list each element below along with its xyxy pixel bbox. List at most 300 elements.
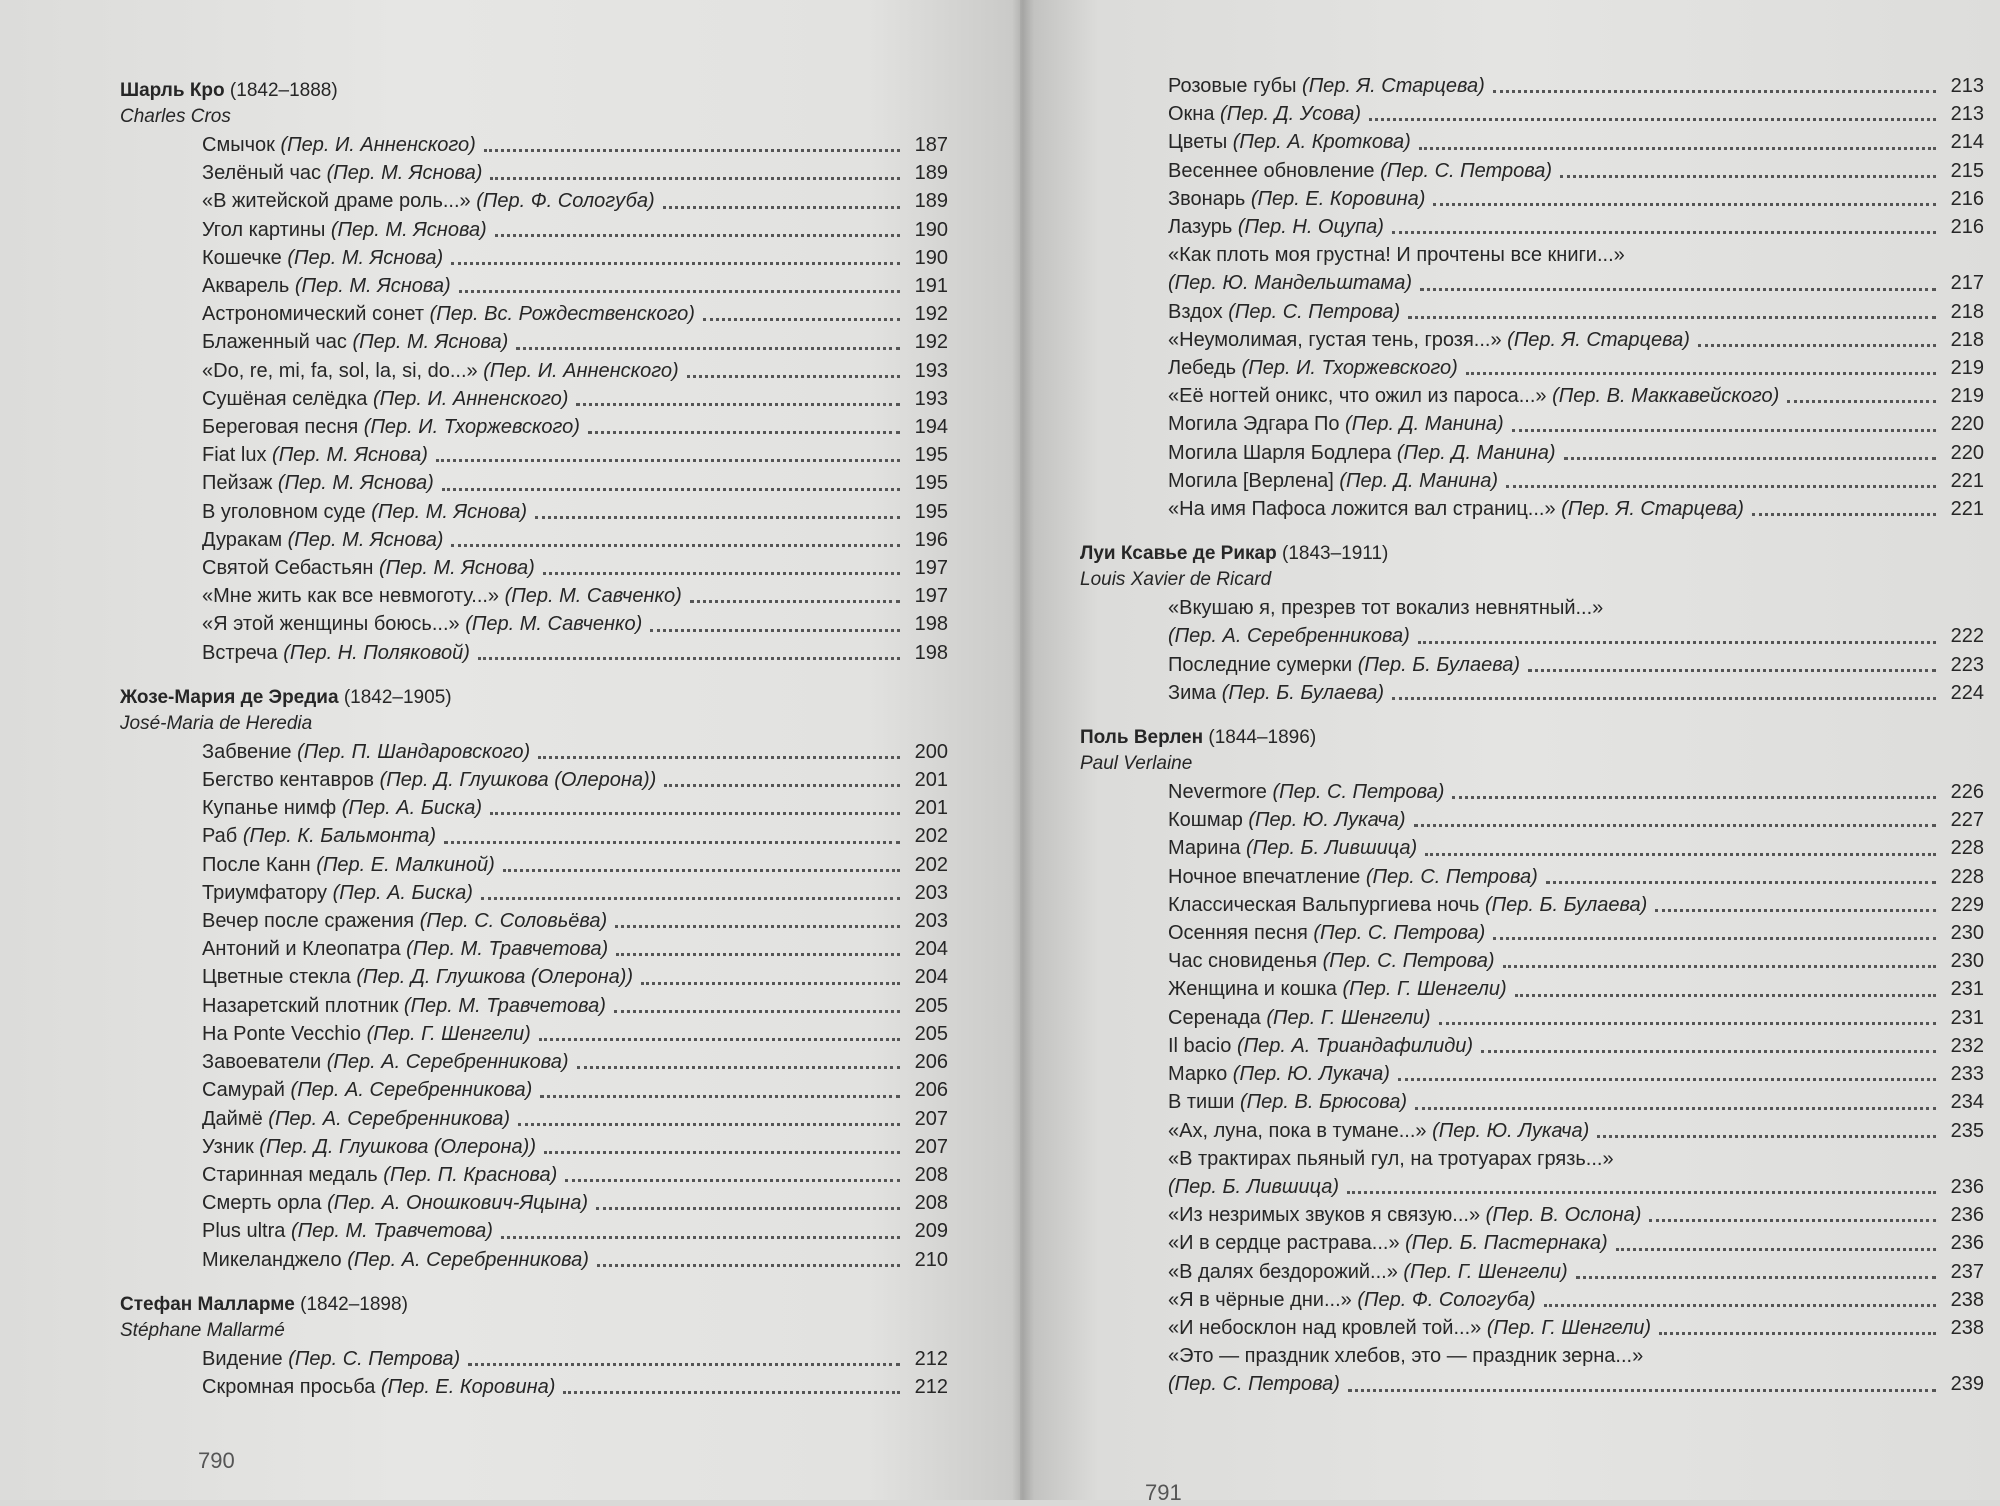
entry-title: [202, 216, 487, 244]
dot-leader: [538, 756, 900, 759]
toc-entry: [1168, 891, 1984, 919]
dot-leader: [503, 869, 900, 872]
page-number: 207: [914, 1107, 948, 1130]
poem-title: Цветы: [1168, 131, 1228, 154]
translator: (Пер. Е. Малкиной): [316, 853, 495, 876]
poem-title: Кошмар: [1168, 809, 1243, 832]
toc-entry: [202, 822, 948, 850]
entry-title: [1168, 100, 1361, 128]
dot-leader: [597, 1264, 900, 1267]
toc-entry: [1168, 947, 1984, 975]
dot-leader: [442, 488, 900, 491]
toc-entry: [202, 413, 948, 441]
dot-leader: [565, 1179, 900, 1182]
toc-entry: [202, 582, 948, 610]
translator: (Пер. Вс. Рождественского): [429, 303, 695, 326]
poem-title: «Мне жить как все невмоготу...»: [202, 585, 500, 608]
entry-title: [202, 1373, 555, 1401]
dot-leader: [1433, 203, 1936, 206]
translator: (Пер. М. Яснова): [272, 444, 428, 467]
page-number: 192: [914, 303, 948, 326]
page-number: 228: [1950, 837, 1984, 860]
dot-leader: [490, 177, 900, 180]
dot-leader: [687, 375, 900, 378]
page-number: 214: [1950, 131, 1984, 154]
toc-entry: [1168, 1342, 1984, 1398]
entry-title: [202, 1105, 510, 1133]
entry-title: [1168, 778, 1444, 806]
dot-leader: [1369, 118, 1936, 121]
continued-section: [1080, 72, 1984, 523]
page-number: 193: [914, 387, 948, 410]
translator: (Пер. А. Биска): [341, 797, 483, 820]
page-number: 213: [1950, 103, 1984, 126]
toc-entry: [202, 639, 948, 667]
page-number: 193: [914, 359, 948, 382]
toc-entry: [1168, 495, 1984, 523]
toc-entry: [1168, 382, 1984, 410]
toc-entry: [202, 498, 948, 526]
translator: (Пер. М. Яснова): [294, 275, 451, 298]
page-number: 189: [914, 190, 948, 213]
poem-title: Лазурь: [1168, 216, 1233, 239]
entry-title: [1168, 1286, 1536, 1314]
page-number: 204: [914, 966, 948, 989]
dot-leader: [501, 1236, 900, 1239]
dot-leader: [1452, 796, 1936, 799]
dot-leader: [1515, 994, 1936, 997]
poem-title: Марина: [1168, 837, 1241, 860]
author-original-name: Louis Xavier de Ricard: [1080, 569, 1272, 591]
poem-title: Могила [Верлена]: [1168, 469, 1334, 492]
translator: (Пер. Д. Манина): [1339, 469, 1499, 492]
entry-title: [1168, 213, 1384, 241]
entry-line: [1168, 1173, 1984, 1201]
dot-leader: [1392, 231, 1936, 234]
translator: (Пер. В. Ослона): [1485, 1204, 1642, 1227]
dot-leader: [1481, 1050, 1936, 1053]
translator: (Пер. Г. Шенгели): [1266, 1006, 1431, 1029]
entry-title: [202, 992, 606, 1020]
dot-leader: [444, 841, 900, 844]
translator: (Пер. С. Петрова): [1168, 1373, 1340, 1396]
toc-entry: [1168, 1258, 1984, 1286]
author-heading: [120, 78, 950, 104]
entry-title: [1168, 1117, 1589, 1145]
dot-leader: [1546, 881, 1936, 884]
page-number: 195: [914, 472, 948, 495]
page-number: 234: [1950, 1091, 1984, 1114]
toc-entry: [202, 216, 948, 244]
poem-title: Микеланджело: [202, 1248, 342, 1271]
poem-title: На Ponte Vecchio: [202, 1022, 361, 1045]
entry-list: [1168, 594, 1984, 707]
translator: (Пер. Д. Манина): [1396, 441, 1556, 464]
translator: (Пер. А. Серебренникова): [290, 1079, 533, 1102]
translator: (Пер. Б. Лившица): [1246, 837, 1418, 860]
entry-list: [1168, 778, 1984, 1398]
page-number: 212: [914, 1375, 948, 1398]
entry-title: [202, 1217, 493, 1245]
dot-leader: [1425, 853, 1936, 856]
dot-leader: [1419, 147, 1936, 150]
toc-entry: [202, 1133, 948, 1161]
dot-leader: [1698, 344, 1936, 347]
translator: (Пер. Ю. Лукача): [1432, 1119, 1590, 1142]
page-number: 220: [1950, 413, 1984, 436]
dot-leader: [1560, 175, 1936, 178]
translator: (Пер. М. Яснова): [326, 162, 483, 185]
entry-title: [1168, 947, 1495, 975]
poem-title: Серенада: [1168, 1006, 1261, 1029]
entry-title: [1168, 834, 1417, 862]
translator: (Пер. А. Серебренникова): [1168, 625, 1410, 648]
entry-title: [1168, 1201, 1641, 1229]
author-heading: [1080, 541, 1980, 567]
dot-leader: [543, 572, 900, 575]
entry-title: [202, 131, 476, 159]
toc-entry: [1168, 100, 1984, 128]
poem-title: Кошечке: [202, 246, 282, 269]
poem-title: Цветные стекла: [202, 966, 351, 989]
toc-entry: [1168, 1145, 1984, 1201]
translator: (Пер. Г. Шенгели): [1486, 1316, 1652, 1339]
toc-entry: [202, 526, 948, 554]
dot-leader: [1659, 1332, 1936, 1335]
page-number: 190: [914, 218, 948, 241]
entry-title: [202, 822, 436, 850]
entry-title: [202, 413, 580, 441]
translator: (Пер. Б. Булаева): [1357, 653, 1520, 676]
dot-leader: [1392, 697, 1936, 700]
dot-leader: [690, 600, 900, 603]
translator: (Пер. М. Травчетова): [290, 1220, 493, 1243]
toc-entry: [202, 131, 948, 159]
poem-title: Розовые губы: [1168, 75, 1297, 97]
entry-title: [1168, 1088, 1407, 1116]
dot-leader: [563, 1391, 900, 1394]
dot-leader: [1420, 288, 1936, 291]
translator: (Пер. С. Петрова): [1322, 950, 1495, 973]
toc-entry: [1168, 863, 1984, 891]
author-name: Луи Ксавье де Рикар: [1080, 543, 1277, 565]
toc-entry: [202, 794, 948, 822]
poem-title: Могила Шарля Бодлера: [1168, 441, 1392, 464]
dot-leader: [436, 459, 900, 462]
page-number: 227: [1950, 809, 1984, 832]
toc-entry: [202, 1373, 948, 1401]
page-number: 235: [1950, 1119, 1984, 1142]
entry-title: [1168, 157, 1552, 185]
toc-entry: [202, 1246, 948, 1274]
translator: (Пер. М. Яснова): [287, 246, 444, 269]
poem-title: Марко: [1168, 1063, 1228, 1086]
author-section: [120, 78, 950, 667]
author-name: Поль Верлен: [1080, 727, 1204, 749]
toc-entry: [202, 469, 948, 497]
toc-entry: [202, 935, 948, 963]
toc-entry: [1168, 1004, 1984, 1032]
toc-entry: [1168, 1032, 1984, 1060]
poem-title: Последние сумерки: [1168, 653, 1353, 676]
dot-leader: [1414, 824, 1936, 827]
toc-entry: [202, 272, 948, 300]
toc-entry: [202, 554, 948, 582]
entry-title: [1168, 1004, 1431, 1032]
page-number: 202: [914, 853, 948, 876]
page-number: 219: [1950, 357, 1984, 380]
toc-entry: [202, 963, 948, 991]
page-number: 207: [914, 1135, 948, 1158]
page-number: 198: [914, 613, 948, 636]
translator: (Пер. В. Маккавейского): [1552, 385, 1780, 408]
toc-entry: [202, 187, 948, 215]
dot-leader: [544, 1151, 900, 1154]
page-number: 224: [1950, 681, 1984, 704]
poem-title: Лебедь: [1168, 357, 1237, 380]
entry-title: [1168, 806, 1406, 834]
poem-title: Даймё: [202, 1107, 263, 1130]
author-dates: (1843–1911): [1282, 543, 1389, 565]
translator: (Пер. П. Шандаровского): [297, 740, 531, 763]
page-number: 197: [914, 585, 948, 608]
book-gutter: [1012, 0, 1034, 1500]
toc-entry: [202, 328, 948, 356]
translator: (Пер. М. Травчетова): [406, 938, 609, 961]
poem-title: Забвение: [202, 740, 292, 763]
entry-title: [202, 498, 527, 526]
page-number: 197: [914, 557, 948, 580]
entry-title: [1168, 467, 1498, 495]
entry-title: [1168, 1314, 1651, 1342]
translator: (Пер. И. Анненского): [372, 387, 569, 410]
entry-title: [1168, 1173, 1339, 1201]
translator: (Пер. М. Савченко): [465, 613, 643, 636]
page-number: 198: [914, 641, 948, 664]
page-number: 223: [1950, 653, 1984, 676]
author-dates: (1842–1888): [229, 80, 338, 101]
dot-leader: [1506, 485, 1936, 488]
translator: (Пер. Б. Булаева): [1221, 681, 1384, 704]
page-number: 236: [1950, 1175, 1984, 1198]
author-section: [1080, 725, 1984, 1398]
page-number: 196: [914, 528, 948, 551]
author-original-name: Stéphane Mallarmé: [120, 1319, 285, 1341]
dot-leader: [1347, 1191, 1936, 1194]
entry-title: [1168, 72, 1485, 100]
entry-title: [1168, 326, 1690, 354]
author-section: [1080, 541, 1984, 707]
entry-title-line: «Как плоть моя грустна! И прочтены все книги...»: [1168, 244, 1625, 267]
poem-title: Смычок: [202, 134, 275, 156]
poem-title: Назаретский плотник: [202, 994, 399, 1017]
toc-entry: [202, 1020, 948, 1048]
translator: (Пер. С. Петрова): [1313, 922, 1486, 945]
dot-leader: [540, 1095, 900, 1098]
dot-leader: [1348, 1389, 1936, 1392]
entry-title: [1168, 975, 1507, 1003]
entry-title: [202, 300, 695, 328]
entry-title: [202, 357, 679, 385]
entry-title: [202, 879, 473, 907]
dot-leader: [703, 318, 900, 321]
page-number: 203: [914, 881, 948, 904]
page-folio: 790: [198, 1448, 235, 1473]
poem-title: Самурай: [202, 1079, 285, 1102]
poem-title: Сушёная селёдка: [202, 387, 368, 410]
author-name: Жозе-Мария де Эредиа: [120, 686, 339, 708]
toc-entry: [202, 610, 948, 638]
poem-title: Купанье нимф: [202, 797, 337, 820]
poem-title: Вечер после сражения: [202, 910, 415, 933]
toc-entry: [202, 357, 948, 385]
toc-entry: [1168, 185, 1984, 213]
dot-leader: [1787, 400, 1936, 403]
dot-leader: [1655, 909, 1936, 912]
toc-entry: [1168, 834, 1984, 862]
poem-title: Nevermore: [1168, 781, 1267, 804]
entry-title: [202, 1246, 589, 1274]
poem-title: Узник: [202, 1135, 254, 1158]
toc-entry: [1168, 1117, 1984, 1145]
entry-title: [202, 766, 656, 794]
toc-entry: [202, 1345, 948, 1373]
entry-title-line: «Вкушаю я, презрев тот вокализ невнятный...»: [1168, 597, 1604, 620]
translator: (Пер. Б. Булаева): [1484, 893, 1648, 916]
toc-entry: [202, 441, 948, 469]
translator: (Пер. М. Яснова): [287, 528, 444, 551]
page-number: 219: [1950, 385, 1984, 408]
dot-leader: [641, 982, 900, 985]
poem-title: Окна: [1168, 103, 1215, 126]
page-number: 208: [914, 1163, 948, 1186]
entry-title: [1168, 298, 1400, 326]
toc-entry: [1168, 213, 1984, 241]
author-name: Шарль Кро: [120, 80, 225, 101]
toc-entry: [1168, 439, 1984, 467]
page-number: 202: [914, 825, 948, 848]
dot-leader: [484, 149, 900, 152]
dot-leader: [1528, 669, 1936, 672]
page-number: 231: [1950, 978, 1984, 1001]
entry-title: [1168, 354, 1458, 382]
poem-title: Зима: [1168, 681, 1217, 704]
dot-leader: [615, 925, 900, 928]
toc-entry: [202, 385, 948, 413]
author-original-name: Paul Verlaine: [1080, 753, 1193, 775]
translator: (Пер. Д. Глушкова (Олерона)): [259, 1135, 536, 1158]
page-number: 221: [1950, 469, 1984, 492]
page-number: 190: [914, 246, 948, 269]
page-number: 216: [1950, 216, 1984, 239]
poem-title: Антоний и Клеопатра: [202, 938, 401, 961]
entry-title: [1168, 1370, 1340, 1398]
entry-list: [202, 1345, 950, 1401]
toc-entry: [202, 300, 948, 328]
dot-leader: [1564, 457, 1937, 460]
toc-entry: [1168, 298, 1984, 326]
page-number: 204: [914, 938, 948, 961]
poem-title: «В далях бездорожий...»: [1168, 1260, 1398, 1283]
entry-list: [202, 738, 950, 1274]
page-number: 210: [914, 1248, 948, 1271]
right-page: [1020, 0, 2000, 1505]
dot-leader: [451, 262, 900, 265]
page-number: 229: [1950, 893, 1984, 916]
poem-title: Il bacio: [1168, 1034, 1232, 1057]
page-number: 209: [914, 1220, 948, 1243]
translator: (Пер. С. Петрова): [288, 1347, 461, 1370]
dot-leader: [1616, 1248, 1936, 1251]
poem-title: В тиши: [1168, 1091, 1235, 1114]
poem-title: «Я в чёрные дни...»: [1168, 1288, 1352, 1311]
page-number: 201: [914, 797, 948, 820]
dot-leader: [1649, 1219, 1936, 1222]
dot-leader: [459, 290, 900, 293]
dot-leader: [614, 1010, 900, 1013]
entry-line: [1168, 269, 1984, 297]
toc-entry: [202, 851, 948, 879]
translator: (Пер. И. Анненского): [483, 359, 679, 382]
poem-title: Скромная просьба: [202, 1375, 376, 1398]
poem-title: Классическая Вальпургиева ночь: [1168, 893, 1480, 916]
page-number: 218: [1950, 328, 1984, 351]
page-number: 218: [1950, 300, 1984, 323]
toc-entry: [202, 1161, 948, 1189]
entry-title: [202, 639, 470, 667]
page-number: 195: [914, 500, 948, 523]
entry-title: [1168, 1258, 1568, 1286]
poem-title: Пейзаж: [202, 472, 273, 495]
translator: (Пер. Г. Шенгели): [366, 1022, 531, 1045]
poem-title: «И в сердце растрава...»: [1168, 1232, 1400, 1255]
dot-leader: [468, 1363, 900, 1366]
entry-title: [1168, 185, 1425, 213]
page-number: 215: [1950, 159, 1984, 182]
poem-title: Ночное впечатление: [1168, 865, 1361, 888]
toc-entry: [1168, 1229, 1984, 1257]
toc-entry: [1168, 679, 1984, 707]
dot-leader: [478, 657, 900, 660]
translator: (Пер. А. Кроткова): [1232, 131, 1411, 154]
translator: (Пер. Ф. Сологуба): [1357, 1288, 1536, 1311]
translator: (Пер. Д. Усова): [1220, 103, 1362, 126]
poem-title: Акварель: [202, 275, 290, 298]
entry-title: [1168, 382, 1779, 410]
translator: (Пер. Е. Коровина): [1250, 187, 1426, 210]
toc-entry: [1168, 1060, 1984, 1088]
author-dates: (1844–1896): [1208, 727, 1317, 749]
page-number: 221: [1950, 498, 1984, 521]
page-number: 233: [1950, 1063, 1984, 1086]
poem-title: «Do, re, mi, fa, sol, la, si, do...»: [202, 359, 478, 382]
entry-title: [202, 328, 508, 356]
page-number: 206: [914, 1079, 948, 1102]
translator: (Пер. Е. Коровина): [380, 1375, 556, 1398]
page-number: 222: [1950, 625, 1984, 648]
author-heading: [120, 685, 950, 711]
author-name: Стефан Малларме: [120, 1293, 295, 1315]
page-number: 230: [1950, 922, 1984, 945]
poem-title: Могила Эдгара По: [1168, 413, 1340, 436]
poem-title: Бегство кентавров: [202, 769, 375, 792]
poem-title: Старинная медаль: [202, 1163, 378, 1186]
poem-title: «Ах, луна, пока в тумане...»: [1168, 1119, 1427, 1142]
entry-title: [1168, 439, 1556, 467]
author-heading: [120, 1292, 950, 1318]
toc-entry: [202, 738, 948, 766]
page-number: 189: [914, 162, 948, 185]
